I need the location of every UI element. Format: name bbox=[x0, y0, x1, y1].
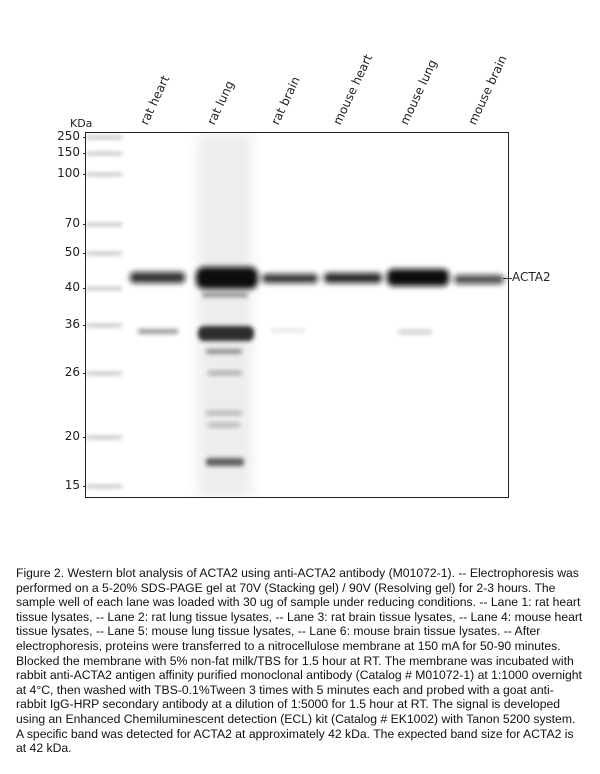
mw-marker-70: 70 bbox=[64, 216, 80, 230]
mw-unit-label: KDa bbox=[70, 117, 93, 130]
figure-caption bbox=[16, 566, 584, 756]
mw-marker-36: 36 bbox=[64, 317, 80, 331]
mw-marker-26: 26 bbox=[64, 365, 80, 379]
mw-marker-20: 20 bbox=[64, 429, 80, 443]
blot-image bbox=[86, 133, 508, 497]
target-band-label: ACTA2 bbox=[512, 270, 551, 284]
target-band-pointer bbox=[503, 278, 512, 279]
lane-label-1: rat heart bbox=[137, 73, 173, 127]
blot-membrane-image bbox=[85, 132, 509, 498]
lane-label-5: mouse lung bbox=[397, 57, 440, 127]
lane-label-2: rat lung bbox=[204, 78, 237, 127]
mw-marker-150: 150 bbox=[57, 145, 80, 159]
mw-marker-250: 250 bbox=[57, 129, 80, 143]
lane-label-6: mouse brain bbox=[465, 53, 510, 128]
caption-text: Figure 2. Western blot analysis of ACTA2 using anti-ACTA2 antibody (M01072-1). -- Electrophoresis was performed on a 5-20% SDS-PAGE gel at 70V (Stacking gel) / 90V (Resolving gel) for 2-3 hours. The sample well of each lane was loaded with 30 ug of sample under reducing conditions. -- Lane 1: rat heart tissue lysates, -- Lane 2: rat lung tissue lysates, -- Lane 3: rat brain tissue lysates, -- Lane 4: mouse heart tissue lysates, -- Lane 5: mouse lung tissue lysates, -- Lane 6: mouse brain tissue lysates. -- After electrophoresis, proteins were transferred to a nitrocellulose membrane at 150 mA for 50-90 minutes. Blocked the membrane with 5% non-fat milk/TBS for 1.5 hour at RT. The membrane was incubated with rabbit anti-ACTA2 antigen affinity purified monoclonal antibody (Catalog # M01072-1) at 1:1000 overnight at 4°C, then washed with TBS-0.1%Tween 3 times with 5 minutes each and probed with a goat anti-rabbit IgG-HRP secondary antibody at a dilution of 1:5000 for 1.5 hour at RT. The signal is developed using an Enhanced Chemiluminescent detection (ECL) kit (Catalog # EK1002) with Tanon 5200 system. A specific band was detected for ACTA2 at approximately 42 kDa. The expected band size for ACTA2 is at 42 kDa. bbox=[16, 566, 583, 756]
lane-label-4: mouse heart bbox=[330, 52, 376, 127]
mw-marker-50: 50 bbox=[64, 245, 80, 259]
mw-marker-40: 40 bbox=[64, 280, 80, 294]
lane-label-3: rat brain bbox=[268, 74, 303, 127]
mw-marker-100: 100 bbox=[57, 166, 80, 180]
mw-marker-15: 15 bbox=[64, 478, 80, 492]
